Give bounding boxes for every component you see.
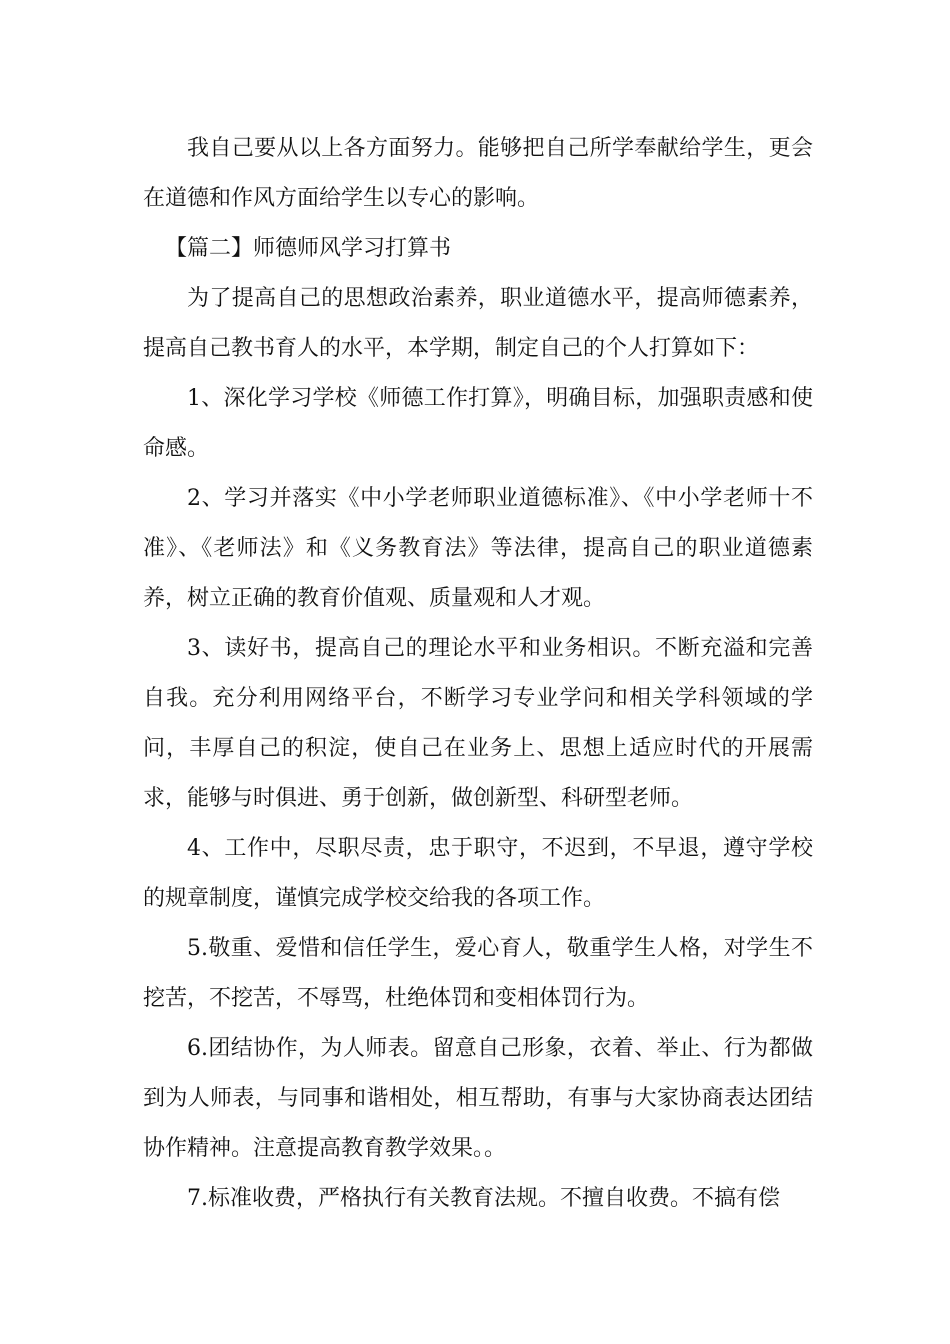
- paragraph-closing: 我自己要从以上各方面努力。能够把自己所学奉献给学生，更会在道德和作风方面给学生以专心的影响。: [143, 136, 813, 211]
- list-item-7: 7.标准收费，严格执行有关教育法规。不擅自收费。不搞有偿: [187, 1186, 780, 1211]
- list-item-4: 4、工作中，尽职尽责，忠于职守，不迟到，不早退，遵守学校的规章制度，谨慎完成学校交给我的各项工作。: [143, 836, 813, 911]
- document-body: [143, 124, 813, 1224]
- paragraph-intro: 为了提高自己的思想政治素养，职业道德水平，提高师德素养，提高自己教书育人的水平，本学期，制定自己的个人打算如下：: [143, 286, 813, 361]
- list-item-3: 3、读好书，提高自己的理论水平和业务相识。不断充溢和完善自我。充分利用网络平台，不断学习专业学问和相关学科领域的学问，丰厚自己的积淀，使自己在业务上、思想上适应时代的开展需求，能够与时俱进、勇于创新，做创新型、科研型老师。: [143, 636, 813, 811]
- section-heading: 【篇二】师德师风学习打算书: [165, 236, 452, 261]
- list-item-5: 5.敬重、爱惜和信任学生，爱心育人，敬重学生人格，对学生不挖苦，不挖苦，不辱骂，杜绝体罚和变相体罚行为。: [143, 936, 813, 1011]
- list-item-2: 2、学习并落实《中小学老师职业道德标准》、《中小学老师十不准》、《老师法》和《义务教育法》等法律，提高自己的职业道德素养，树立正确的教育价值观、质量观和人才观。: [143, 486, 813, 611]
- list-item-1: 1、深化学习学校《师德工作打算》，明确目标，加强职责感和使命感。: [143, 386, 813, 461]
- list-item-6: 6.团结协作，为人师表。留意自己形象，衣着、举止、行为都做到为人师表，与同事和谐相处，相互帮助，有事与大家协商表达团结协作精神。注意提高教育教学效果。。: [143, 1036, 813, 1161]
